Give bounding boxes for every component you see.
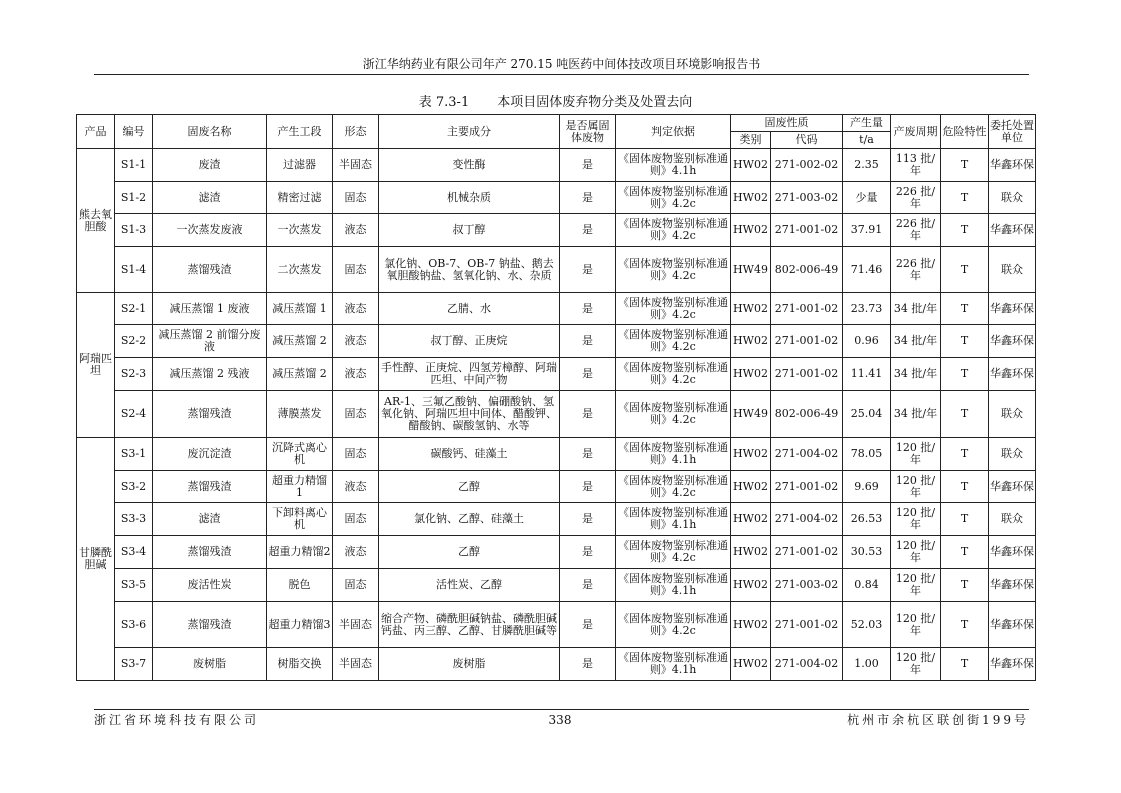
cell-category: HW02 (731, 536, 771, 569)
cell-code: S2-2 (115, 325, 153, 358)
cell-disposal: 华鑫环保 (989, 293, 1036, 325)
header-rule (94, 74, 1029, 75)
cell-period: 120 批/年 (891, 569, 941, 602)
table-row (77, 214, 1036, 247)
cell-period: 34 批/年 (891, 391, 941, 438)
cell-waste-code: 271-003-02 (771, 182, 843, 214)
cell-state: 固态 (333, 247, 379, 293)
cell-hazard: T (941, 325, 989, 358)
table-row (77, 247, 1036, 293)
header-process: 产生工段 (267, 115, 333, 149)
cell-hazard: T (941, 438, 989, 471)
table-row (77, 602, 1036, 648)
cell-state: 固态 (333, 391, 379, 438)
cell-amount: 9.69 (843, 471, 891, 503)
cell-name: 蒸馏残渣 (153, 471, 267, 503)
cell-code: S2-4 (115, 391, 153, 438)
cell-is-solid-waste: 是 (560, 325, 616, 358)
cell-code: S3-2 (115, 471, 153, 503)
product-cell: 阿瑞匹坦 (77, 293, 115, 438)
cell-hazard: T (941, 391, 989, 438)
table-row (77, 438, 1036, 471)
cell-basis: 《固体废物鉴别标准通则》4.2c (616, 358, 731, 391)
header-category: 类别 (731, 132, 771, 149)
cell-disposal: 华鑫环保 (989, 471, 1036, 503)
cell-state: 半固态 (333, 602, 379, 648)
cell-name: 废活性炭 (153, 569, 267, 602)
cell-process: 树脂交换 (267, 648, 333, 681)
cell-name: 蒸馏残渣 (153, 602, 267, 648)
cell-amount: 11.41 (843, 358, 891, 391)
cell-components: 缩合产物、磷酰胆碱钠盐、磷酰胆碱钙盐、丙三醇、乙醇、甘膦酰胆碱等 (379, 602, 560, 648)
cell-basis: 《固体废物鉴别标准通则》4.1h (616, 648, 731, 681)
header-unit: t/a (843, 132, 891, 149)
cell-process: 沉降式离心机 (267, 438, 333, 471)
solid-waste-table (76, 114, 1036, 681)
cell-components: 乙腈、水 (379, 293, 560, 325)
cell-waste-code: 802-006-49 (771, 247, 843, 293)
cell-amount: 23.73 (843, 293, 891, 325)
header-components: 主要成分 (379, 115, 560, 149)
cell-hazard: T (941, 293, 989, 325)
cell-disposal: 联众 (989, 182, 1036, 214)
cell-period: 120 批/年 (891, 602, 941, 648)
cell-name: 一次蒸发废液 (153, 214, 267, 247)
cell-disposal: 联众 (989, 247, 1036, 293)
cell-hazard: T (941, 471, 989, 503)
table-number: 表 7.3-1 (418, 95, 470, 110)
cell-process: 二次蒸发 (267, 247, 333, 293)
cell-name: 蒸馏残渣 (153, 247, 267, 293)
cell-code: S1-2 (115, 182, 153, 214)
cell-disposal: 联众 (989, 438, 1036, 471)
header-disposal: 委托处置单位 (989, 115, 1036, 149)
cell-is-solid-waste: 是 (560, 471, 616, 503)
cell-name: 废沉淀渣 (153, 438, 267, 471)
cell-components: 氯化钠、OB-7、OB-7 钠盐、鹅去氧胆酸钠盐、氢氧化钠、水、杂质 (379, 247, 560, 293)
header-name: 固废名称 (153, 115, 267, 149)
table-caption (76, 95, 1035, 111)
cell-disposal: 华鑫环保 (989, 325, 1036, 358)
cell-components: 碳酸钙、硅藻土 (379, 438, 560, 471)
cell-period: 120 批/年 (891, 438, 941, 471)
cell-waste-code: 271-001-02 (771, 293, 843, 325)
cell-category: HW02 (731, 602, 771, 648)
cell-name: 滤渣 (153, 182, 267, 214)
cell-state: 液态 (333, 358, 379, 391)
cell-code: S1-4 (115, 247, 153, 293)
cell-category: HW02 (731, 325, 771, 358)
cell-period: 120 批/年 (891, 536, 941, 569)
product-cell: 甘膦酰胆碱 (77, 438, 115, 681)
header-code: 编号 (115, 115, 153, 149)
cell-basis: 《固体废物鉴别标准通则》4.2c (616, 214, 731, 247)
cell-code: S1-3 (115, 214, 153, 247)
cell-hazard: T (941, 503, 989, 536)
cell-basis: 《固体废物鉴别标准通则》4.2c (616, 471, 731, 503)
table-row (77, 569, 1036, 602)
cell-disposal: 华鑫环保 (989, 358, 1036, 391)
cell-basis: 《固体废物鉴别标准通则》4.2c (616, 536, 731, 569)
cell-category: HW49 (731, 391, 771, 438)
header-product: 产品 (77, 115, 115, 149)
cell-basis: 《固体废物鉴别标准通则》4.2c (616, 325, 731, 358)
cell-category: HW02 (731, 471, 771, 503)
cell-amount: 25.04 (843, 391, 891, 438)
table-row (77, 182, 1036, 214)
cell-components: 活性炭、乙醇 (379, 569, 560, 602)
cell-is-solid-waste: 是 (560, 293, 616, 325)
cell-state: 液态 (333, 214, 379, 247)
header-amount: 产生量 (843, 115, 891, 132)
cell-name: 蒸馏残渣 (153, 391, 267, 438)
cell-process: 过滤器 (267, 149, 333, 182)
cell-category: HW02 (731, 182, 771, 214)
cell-code: S3-7 (115, 648, 153, 681)
cell-components: 废树脂 (379, 648, 560, 681)
cell-basis: 《固体废物鉴别标准通则》4.1h (616, 503, 731, 536)
header-hazard: 危险特性 (941, 115, 989, 149)
cell-waste-code: 271-004-02 (771, 503, 843, 536)
cell-components: 乙醇 (379, 536, 560, 569)
cell-is-solid-waste: 是 (560, 648, 616, 681)
cell-basis: 《固体废物鉴别标准通则》4.1h (616, 438, 731, 471)
cell-period: 120 批/年 (891, 503, 941, 536)
cell-code: S3-6 (115, 602, 153, 648)
cell-waste-code: 271-003-02 (771, 569, 843, 602)
cell-process: 减压蒸馏 2 (267, 358, 333, 391)
cell-name: 减压蒸馏 1 废液 (153, 293, 267, 325)
cell-code: S3-5 (115, 569, 153, 602)
cell-components: 手性醇、正庚烷、四氢芳樟醇、阿瑞匹坦、中间产物 (379, 358, 560, 391)
cell-name: 减压蒸馏 2 前馏分废液 (153, 325, 267, 358)
cell-state: 半固态 (333, 648, 379, 681)
cell-amount: 少量 (843, 182, 891, 214)
cell-hazard: T (941, 648, 989, 681)
cell-process: 减压蒸馏 1 (267, 293, 333, 325)
cell-waste-code: 271-001-02 (771, 602, 843, 648)
cell-period: 226 批/年 (891, 214, 941, 247)
cell-category: HW49 (731, 247, 771, 293)
cell-category: HW02 (731, 293, 771, 325)
cell-process: 精密过滤 (267, 182, 333, 214)
cell-basis: 《固体废物鉴别标准通则》4.2c (616, 293, 731, 325)
cell-process: 超重力精馏3 (267, 602, 333, 648)
cell-amount: 0.96 (843, 325, 891, 358)
cell-hazard: T (941, 247, 989, 293)
footer-rule (94, 709, 1029, 710)
cell-waste-code: 271-001-02 (771, 214, 843, 247)
cell-basis: 《固体废物鉴别标准通则》4.1h (616, 569, 731, 602)
cell-components: 叔丁醇 (379, 214, 560, 247)
cell-components: AR-1、三氟乙酸钠、偏硼酸钠、氢氧化钠、阿瑞匹坦中间体、醋酸钾、醋酸钠、碳酸氢钠、水等 (379, 391, 560, 438)
cell-components: 叔丁醇、正庚烷 (379, 325, 560, 358)
table-row (77, 503, 1036, 536)
footer-address: 杭州市余杭区联创街199号 (847, 713, 1029, 727)
cell-category: HW02 (731, 648, 771, 681)
table-row (77, 358, 1036, 391)
product-cell: 熊去氧胆酸 (77, 149, 115, 293)
page-number: 338 (548, 713, 572, 727)
cell-waste-code: 271-001-02 (771, 358, 843, 391)
cell-basis: 《固体废物鉴别标准通则》4.2c (616, 602, 731, 648)
cell-waste-code: 271-002-02 (771, 149, 843, 182)
cell-amount: 26.53 (843, 503, 891, 536)
table-body (77, 149, 1036, 681)
cell-waste-code: 271-004-02 (771, 438, 843, 471)
cell-process: 下卸料离心机 (267, 503, 333, 536)
cell-hazard: T (941, 358, 989, 391)
cell-category: HW02 (731, 438, 771, 471)
cell-is-solid-waste: 是 (560, 391, 616, 438)
cell-name: 滤渣 (153, 503, 267, 536)
cell-period: 34 批/年 (891, 293, 941, 325)
cell-amount: 78.05 (843, 438, 891, 471)
cell-disposal: 华鑫环保 (989, 648, 1036, 681)
cell-category: HW02 (731, 214, 771, 247)
header-state: 形态 (333, 115, 379, 149)
cell-period: 34 批/年 (891, 358, 941, 391)
cell-state: 固态 (333, 438, 379, 471)
table-row (77, 325, 1036, 358)
cell-process: 一次蒸发 (267, 214, 333, 247)
cell-basis: 《固体废物鉴别标准通则》4.2c (616, 182, 731, 214)
cell-period: 226 批/年 (891, 182, 941, 214)
cell-waste-code: 271-001-02 (771, 536, 843, 569)
cell-category: HW02 (731, 149, 771, 182)
table-row (77, 391, 1036, 438)
cell-hazard: T (941, 214, 989, 247)
cell-disposal: 华鑫环保 (989, 569, 1036, 602)
cell-components: 氯化钠、乙醇、硅藻土 (379, 503, 560, 536)
header-period: 产废周期 (891, 115, 941, 149)
cell-components: 乙醇 (379, 471, 560, 503)
cell-amount: 37.91 (843, 214, 891, 247)
cell-disposal: 华鑫环保 (989, 536, 1036, 569)
cell-is-solid-waste: 是 (560, 503, 616, 536)
table-row (77, 471, 1036, 503)
cell-state: 固态 (333, 503, 379, 536)
cell-amount: 1.00 (843, 648, 891, 681)
cell-amount: 71.46 (843, 247, 891, 293)
footer-company: 浙江省环境科技有限公司 (94, 713, 260, 727)
table-row (77, 648, 1036, 681)
cell-process: 减压蒸馏 2 (267, 325, 333, 358)
cell-amount: 52.03 (843, 602, 891, 648)
cell-code: S1-1 (115, 149, 153, 182)
cell-code: S2-1 (115, 293, 153, 325)
cell-basis: 《固体废物鉴别标准通则》4.1h (616, 149, 731, 182)
cell-state: 液态 (333, 293, 379, 325)
cell-hazard: T (941, 602, 989, 648)
table-row (77, 149, 1036, 182)
cell-category: HW02 (731, 569, 771, 602)
cell-code: S3-4 (115, 536, 153, 569)
cell-code: S3-3 (115, 503, 153, 536)
cell-code: S2-3 (115, 358, 153, 391)
header-waste-code: 代码 (771, 132, 843, 149)
table-row (77, 536, 1036, 569)
cell-amount: 2.35 (843, 149, 891, 182)
cell-components: 变性酶 (379, 149, 560, 182)
cell-amount: 30.53 (843, 536, 891, 569)
cell-state: 液态 (333, 536, 379, 569)
cell-is-solid-waste: 是 (560, 602, 616, 648)
cell-state: 液态 (333, 325, 379, 358)
cell-state: 半固态 (333, 149, 379, 182)
cell-is-solid-waste: 是 (560, 358, 616, 391)
cell-is-solid-waste: 是 (560, 214, 616, 247)
cell-name: 蒸馏残渣 (153, 536, 267, 569)
cell-process: 超重力精馏 1 (267, 471, 333, 503)
cell-waste-code: 802-006-49 (771, 391, 843, 438)
cell-hazard: T (941, 569, 989, 602)
cell-period: 113 批/年 (891, 149, 941, 182)
cell-amount: 0.84 (843, 569, 891, 602)
cell-name: 废树脂 (153, 648, 267, 681)
cell-hazard: T (941, 149, 989, 182)
cell-state: 固态 (333, 182, 379, 214)
cell-disposal: 华鑫环保 (989, 149, 1036, 182)
cell-period: 226 批/年 (891, 247, 941, 293)
cell-process: 薄膜蒸发 (267, 391, 333, 438)
header-basis: 判定依据 (616, 115, 731, 149)
cell-state: 液态 (333, 471, 379, 503)
running-header: 浙江华纳药业有限公司年产 270.15 吨医药中间体技改项目环境影响报告书 (362, 57, 761, 71)
cell-hazard: T (941, 182, 989, 214)
cell-state: 固态 (333, 569, 379, 602)
cell-disposal: 联众 (989, 391, 1036, 438)
cell-is-solid-waste: 是 (560, 247, 616, 293)
cell-is-solid-waste: 是 (560, 182, 616, 214)
cell-hazard: T (941, 536, 989, 569)
cell-category: HW02 (731, 503, 771, 536)
cell-period: 120 批/年 (891, 648, 941, 681)
cell-waste-code: 271-001-02 (771, 471, 843, 503)
cell-basis: 《固体废物鉴别标准通则》4.2c (616, 247, 731, 293)
cell-is-solid-waste: 是 (560, 149, 616, 182)
header-is-solid-waste: 是否属固体废物 (560, 115, 616, 149)
cell-is-solid-waste: 是 (560, 569, 616, 602)
cell-category: HW02 (731, 358, 771, 391)
cell-disposal: 华鑫环保 (989, 214, 1036, 247)
cell-name: 减压蒸馏 2 残液 (153, 358, 267, 391)
cell-period: 34 批/年 (891, 325, 941, 358)
cell-components: 机械杂质 (379, 182, 560, 214)
header-nature: 固废性质 (731, 115, 843, 132)
cell-disposal: 联众 (989, 503, 1036, 536)
cell-period: 120 批/年 (891, 471, 941, 503)
table-row (77, 293, 1036, 325)
cell-is-solid-waste: 是 (560, 438, 616, 471)
cell-basis: 《固体废物鉴别标准通则》4.2c (616, 391, 731, 438)
cell-waste-code: 271-004-02 (771, 648, 843, 681)
cell-waste-code: 271-001-02 (771, 325, 843, 358)
table-title: 本项目固体废弃物分类及处置去向 (497, 95, 693, 110)
cell-is-solid-waste: 是 (560, 536, 616, 569)
cell-name: 废渣 (153, 149, 267, 182)
cell-process: 超重力精馏2 (267, 536, 333, 569)
cell-process: 脱色 (267, 569, 333, 602)
cell-code: S3-1 (115, 438, 153, 471)
cell-disposal: 华鑫环保 (989, 602, 1036, 648)
